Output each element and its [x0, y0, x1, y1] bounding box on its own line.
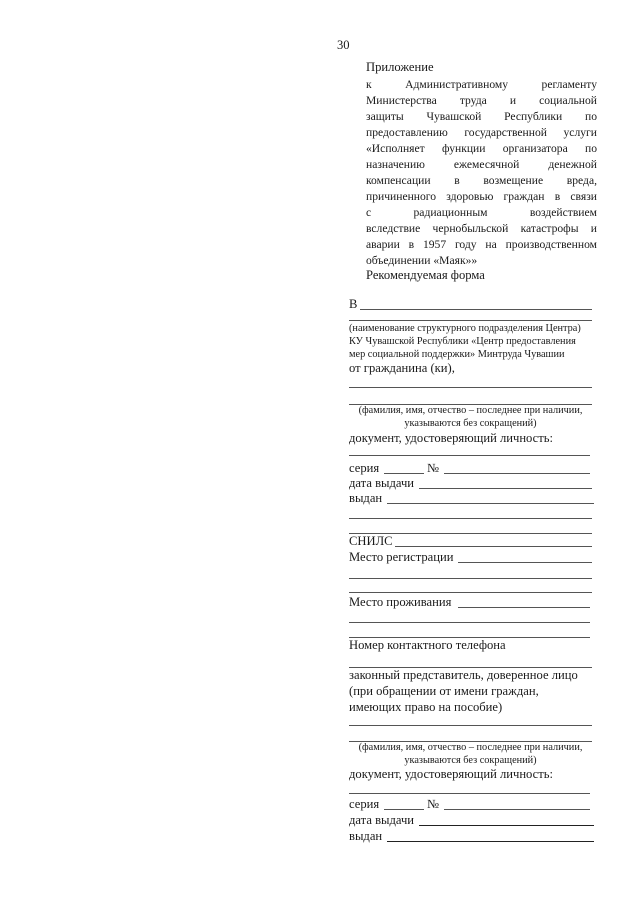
series-label-2: серия [349, 797, 380, 811]
appendix-line: назначению ежемесячной денежной [366, 158, 597, 171]
org-name-line: мер социальной поддержки» Минтруда Чувашии [349, 349, 565, 360]
appendix-line: защиты Чувашской Республики по [366, 110, 597, 123]
id-doc-line[interactable] [349, 455, 590, 456]
representative-note-2: имеющих право на пособие) [349, 700, 503, 714]
appendix-line: с радиационным воздействием [366, 206, 597, 219]
from-citizen-label: от гражданина (ки), [349, 361, 455, 375]
issued-by-line-2[interactable] [349, 518, 592, 519]
registration-line-3[interactable] [349, 592, 592, 593]
appendix-line: объединении «Маяк»» [366, 254, 478, 267]
appendix-line: причиненного здоровью граждан в связи [366, 190, 597, 203]
appendix-line: Министерства труда и социальной [366, 94, 597, 107]
number-label: № [427, 461, 440, 475]
representative-note: (при обращении от имени граждан, [349, 684, 539, 698]
number-field-2[interactable] [444, 809, 590, 810]
issued-by-label-2: выдан [349, 829, 383, 843]
appendix-title: Приложение [366, 60, 434, 74]
to-field-line[interactable] [360, 309, 592, 310]
id-doc-label-2: документ, удостоверяющий личность: [349, 767, 554, 781]
residence-label: Место проживания [349, 595, 452, 609]
appendix-line: вследствие чернобыльской катастрофы и [366, 222, 597, 235]
issue-date-field[interactable] [419, 488, 592, 489]
residence-field[interactable] [458, 607, 590, 608]
appendix-line: к Административному регламенту [366, 78, 597, 91]
org-caption: (наименование структурного подразделения Центра) [349, 323, 581, 334]
citizen-name-line-1[interactable] [349, 387, 592, 388]
issue-date-field-2[interactable] [419, 825, 594, 826]
page-number: 30 [337, 38, 350, 52]
fio-caption-rep: (фамилия, имя, отчество – последнее при наличии, [358, 742, 583, 753]
appendix-line: «Исполняет функции организатора по [366, 142, 597, 155]
issued-by-field[interactable] [387, 503, 594, 504]
series-field[interactable] [384, 473, 424, 474]
registration-line-2[interactable] [349, 578, 592, 579]
org-name-line: КУ Чувашской Республики «Центр предоставления [349, 336, 576, 347]
issued-by-field-2[interactable] [387, 841, 594, 842]
phone-label: Номер контактного телефона [349, 638, 506, 652]
recommended-form-label: Рекомендуемая форма [366, 268, 485, 282]
snils-field[interactable] [395, 546, 592, 547]
appendix-line: аварии в 1957 году на производственном [366, 238, 597, 251]
issue-date-label: дата выдачи [349, 476, 415, 490]
fio-caption: (фамилия, имя, отчество – последнее при наличии, [358, 405, 583, 416]
series-field-2[interactable] [384, 809, 424, 810]
issue-date-label-2: дата выдачи [349, 813, 415, 827]
snils-label: СНИЛС [349, 534, 393, 548]
appendix-line: предоставлению государственной услуги [366, 126, 597, 139]
series-label: серия [349, 461, 380, 475]
to-field-line-2[interactable] [349, 320, 592, 321]
number-label-2: № [427, 797, 440, 811]
registration-label: Место регистрации [349, 550, 454, 564]
appendix-line: компенсации в возмещение вреда, [366, 174, 597, 187]
fio-caption-rep-2: указываются без сокращений) [404, 755, 537, 766]
id-doc-line-2[interactable] [349, 793, 590, 794]
to-prefix: В [349, 297, 358, 311]
representative-name-line-1[interactable] [349, 725, 592, 726]
residence-line-2[interactable] [349, 622, 590, 623]
representative-label: законный представитель, доверенное лицо [349, 668, 578, 682]
id-doc-label: документ, удостоверяющий личность: [349, 431, 554, 445]
registration-field[interactable] [458, 562, 592, 563]
fio-caption-2: указываются без сокращений) [404, 418, 537, 429]
issued-by-label: выдан [349, 491, 383, 505]
number-field[interactable] [444, 473, 590, 474]
